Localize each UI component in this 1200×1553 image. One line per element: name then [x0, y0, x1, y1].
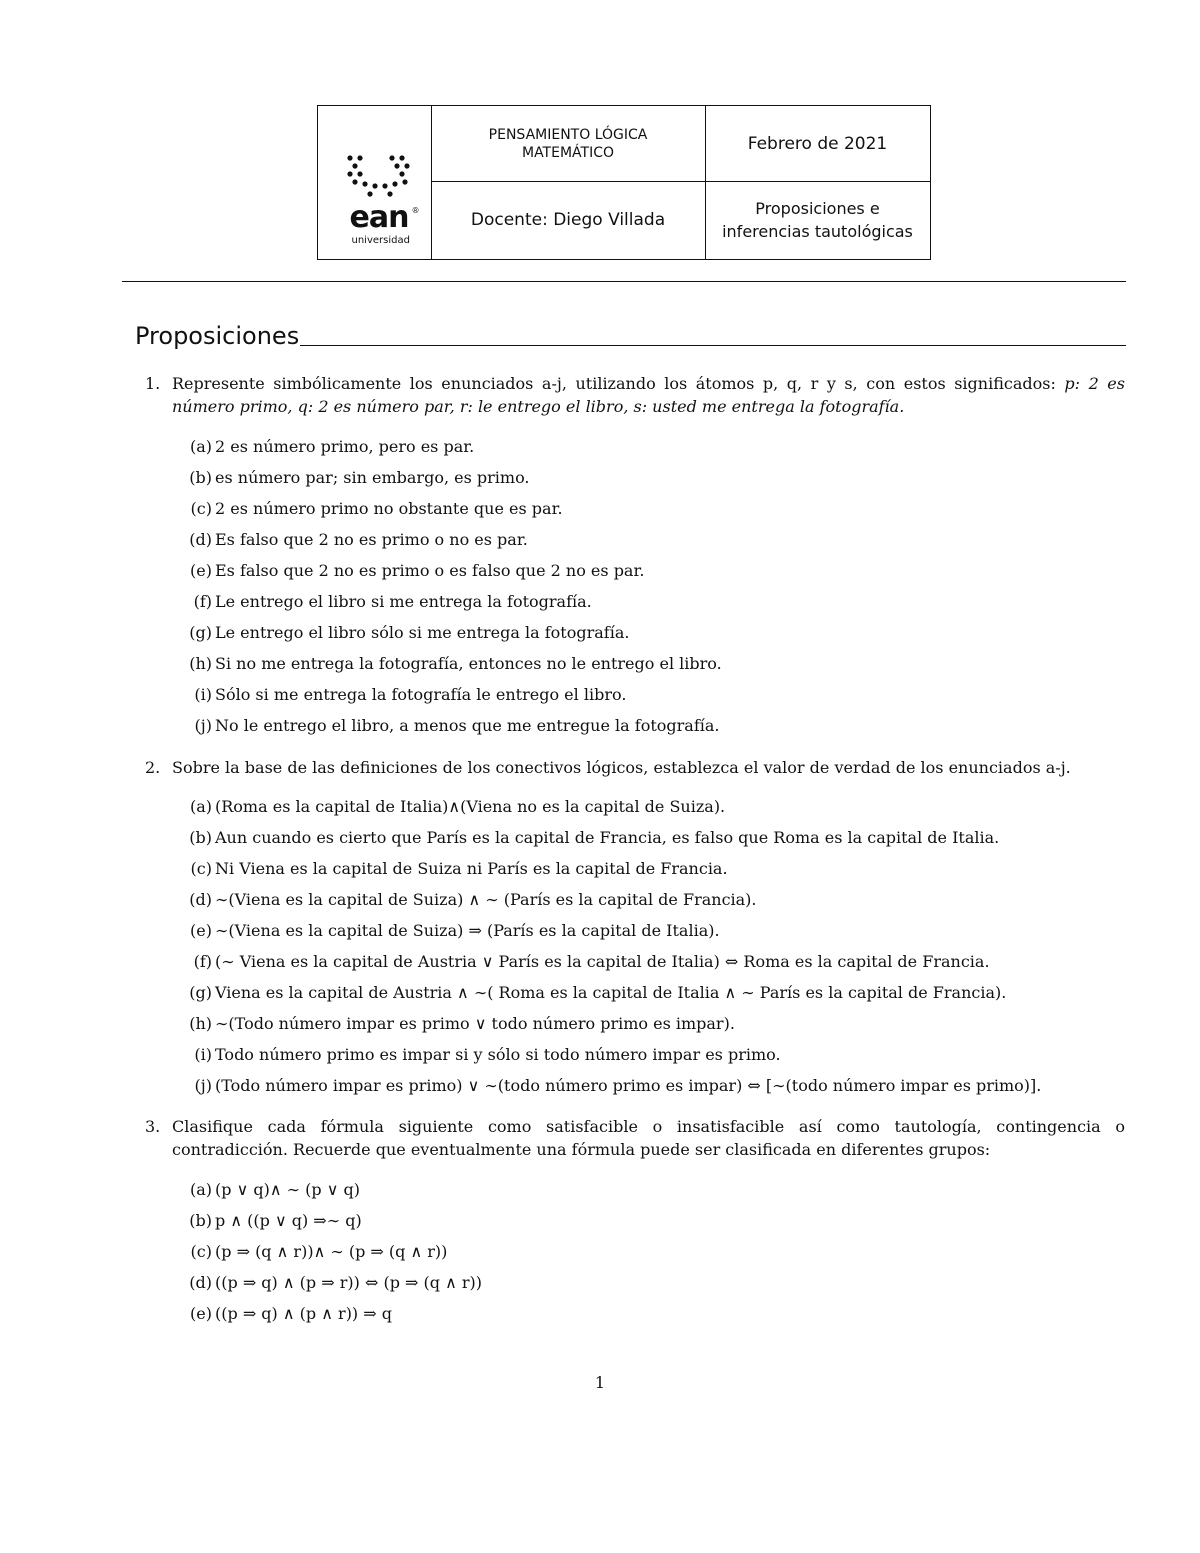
question-text-plain: Represente simbólicamente los enunciados a-j, utilizando los átomos p, q, r y s, con estos significados: — [172, 374, 1056, 393]
item-text: (Roma es la capital de Italia)∧(Viena no es la capital de Suiza). — [215, 797, 726, 816]
list-item — [178, 1178, 1128, 1209]
logo-wordmark: ean — [349, 200, 409, 235]
item-text: Viena es la capital de Austria ∧ ∼( Roma es la capital de Italia ∧ ∼ París es la capital de Francia). — [215, 983, 1007, 1002]
item-text: ∼(Todo número impar es primo ∨ todo número primo es impar). — [215, 1014, 735, 1033]
item-label: (d) — [189, 890, 212, 909]
item-text: Si no me entrega la fotografía, entonces no le entrego el libro. — [215, 654, 722, 673]
item-label: (i) — [194, 1045, 212, 1064]
item-text: No le entrego el libro, a menos que me entregue la fotografía. — [215, 716, 720, 735]
item-text: Todo número primo es impar si y sólo si todo número impar es primo. — [215, 1045, 781, 1064]
item-label: (c) — [190, 1242, 212, 1261]
question-number: 1. — [145, 374, 161, 393]
item-label: (h) — [189, 1014, 212, 1033]
item-text: Es falso que 2 no es primo o es falso que 2 no es par. — [215, 561, 645, 580]
item-label: (b) — [189, 468, 212, 487]
logo-subtitle: universidad — [351, 235, 410, 246]
list-item — [178, 888, 1128, 919]
item-text: ∼(Viena es la capital de Suiza) ∧ ∼ (París es la capital de Francia). — [215, 890, 757, 909]
item-text: ((p ⇒ q) ∧ (p ∧ r)) ⇒ q — [215, 1304, 392, 1323]
question-text: Sobre la base de las definiciones de los conectivos lógicos, establezca el valor de verdad de los enunciados a-j. — [172, 758, 1071, 777]
list-item — [178, 1209, 1128, 1240]
list-item — [178, 435, 1128, 466]
item-text: ((p ⇒ q) ∧ (p ⇒ r)) ⇔ (p ⇒ (q ∧ r)) — [215, 1273, 483, 1292]
item-label: (e) — [190, 1304, 212, 1323]
list-item — [178, 950, 1128, 981]
list-item — [178, 1043, 1128, 1074]
logo-registered-mark: ® — [411, 206, 420, 215]
list-item — [178, 795, 1128, 826]
item-label: (g) — [189, 623, 212, 642]
item-text: Le entrego el libro sólo si me entrega la fotografía. — [215, 623, 630, 642]
question-1 — [145, 372, 1125, 418]
item-text: Es falso que 2 no es primo o no es par. — [215, 530, 528, 549]
item-label: (f) — [193, 592, 212, 611]
list-item — [178, 590, 1128, 621]
list-item — [178, 981, 1128, 1012]
question-text-italic: p: 2 es número primo, q: 2 es número par, r: le entrego el libro, s: usted me entrega la fotografía. — [172, 374, 1125, 416]
teacher-name: Docente: Diego Villada — [470, 209, 666, 230]
question-3-items — [178, 1178, 1128, 1333]
item-text: Sólo si me entrega la fotografía le entrego el libro. — [215, 685, 627, 704]
item-label: (c) — [190, 499, 212, 518]
item-text: p ∧ ((p ∨ q) ⇒∼ q) — [215, 1211, 362, 1230]
question-number: 2. — [145, 758, 161, 777]
list-item — [178, 919, 1128, 950]
topic-title-line2: inferencias tautológicas — [722, 221, 913, 241]
topic-title-line1: Proposiciones e — [755, 198, 880, 218]
item-text: (p ⇒ (q ∧ r))∧ ∼ (p ⇒ (q ∧ r)) — [215, 1242, 448, 1261]
item-text: es número par; sin embargo, es primo. — [215, 468, 530, 487]
question-number: 3. — [145, 1117, 161, 1136]
item-label: (j) — [194, 1076, 212, 1095]
item-label: (d) — [189, 1273, 212, 1292]
item-label: (f) — [193, 952, 212, 971]
item-text: ∼(Viena es la capital de Suiza) ⇒ (París es la capital de Italia). — [215, 921, 720, 940]
document-date: Febrero de 2021 — [747, 133, 888, 154]
course-title-line2: MATEMÁTICO — [521, 144, 614, 161]
item-text: Ni Viena es la capital de Suiza ni París es la capital de Francia. — [215, 859, 728, 878]
list-item — [178, 1012, 1128, 1043]
item-label: (a) — [189, 797, 212, 816]
item-text: (∼ Viena es la capital de Austria ∨ París es la capital de Italia) ⇔ Roma es la capital de Francia. — [215, 952, 990, 971]
list-item — [178, 1302, 1128, 1333]
section-title: Proposiciones — [135, 322, 300, 350]
question-2-items — [178, 795, 1128, 1105]
list-item — [178, 826, 1128, 857]
item-text: Le entrego el libro si me entrega la fotografía. — [215, 592, 592, 611]
list-item — [178, 559, 1128, 590]
item-text: (Todo número impar es primo) ∨ ∼(todo número primo es impar) ⇔ [∼(todo número impar es primo)]. — [215, 1076, 1042, 1095]
list-item — [178, 652, 1128, 683]
item-label: (j) — [194, 716, 212, 735]
list-item — [178, 857, 1128, 888]
topic-title — [705, 181, 930, 258]
item-text: 2 es número primo, pero es par. — [215, 437, 475, 456]
question-text — [172, 372, 1125, 418]
list-item — [178, 621, 1128, 652]
question-1-items — [178, 435, 1128, 745]
item-label: (h) — [189, 654, 212, 673]
course-title — [431, 106, 705, 181]
list-item — [178, 1240, 1128, 1271]
page-number: 1 — [594, 1373, 606, 1392]
list-item — [178, 528, 1128, 559]
course-title-line1: PENSAMIENTO LÓGICA — [488, 126, 648, 143]
question-3 — [145, 1115, 1125, 1161]
list-item — [178, 1074, 1128, 1105]
item-label: (i) — [194, 685, 212, 704]
item-label: (d) — [189, 530, 212, 549]
list-item — [178, 1271, 1128, 1302]
question-text: Clasifique cada fórmula siguiente como satisfacible o insatisfacible así como tautología, contingencia o contradicción. Recuerde que eventualmente una fórmula puede ser clasificada en diferentes grupos: — [172, 1117, 1125, 1159]
item-label: (a) — [189, 437, 212, 456]
item-label: (e) — [190, 921, 212, 940]
list-item — [178, 466, 1128, 497]
item-label: (g) — [189, 983, 212, 1002]
logo-dots-icon — [346, 154, 410, 198]
question-2 — [145, 756, 1125, 779]
section-rule — [300, 345, 1126, 346]
item-text: (p ∨ q)∧ ∼ (p ∨ q) — [215, 1180, 360, 1199]
item-text: Aun cuando es cierto que París es la capital de Francia, es falso que Roma es la capital de Italia. — [215, 828, 1000, 847]
item-label: (b) — [189, 1211, 212, 1230]
item-label: (c) — [190, 859, 212, 878]
item-label: (e) — [190, 561, 212, 580]
header-table — [317, 105, 931, 260]
item-label: (a) — [189, 1180, 212, 1199]
header-rule — [122, 281, 1126, 282]
list-item — [178, 497, 1128, 528]
university-logo — [318, 106, 431, 258]
item-label: (b) — [189, 828, 212, 847]
item-text: 2 es número primo no obstante que es par. — [215, 499, 563, 518]
list-item — [178, 683, 1128, 714]
list-item — [178, 714, 1128, 745]
